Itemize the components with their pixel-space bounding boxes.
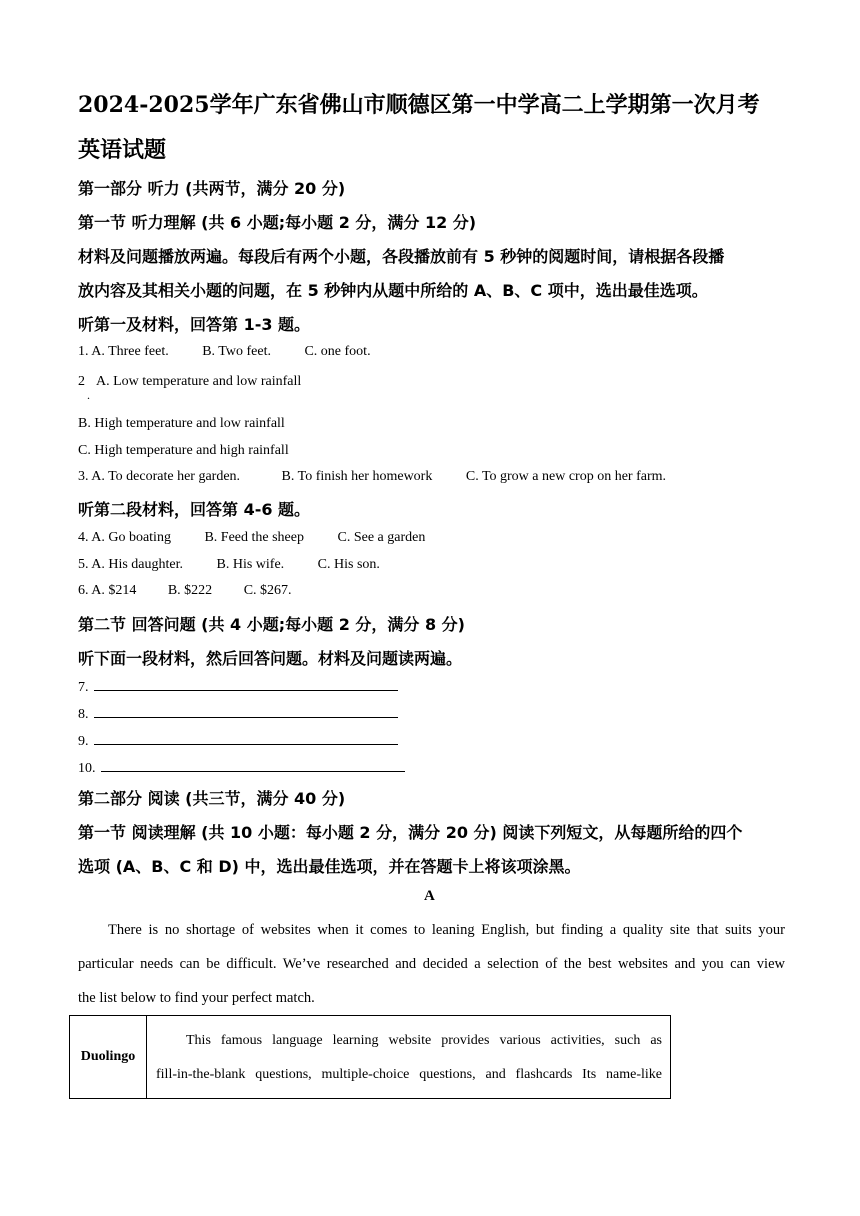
q4-option-a: 4. A. Go boating xyxy=(78,530,171,545)
q2-option-a: A. Low temperature and low rainfall xyxy=(96,374,302,389)
q1-option-b: B. Two feet. xyxy=(202,344,271,359)
part1-instructions-line2: 放内容及其相关小题的问题，在 5 秒钟内从题中所给的 A、B、C 项中，选出最佳选项。 xyxy=(78,281,708,300)
part2-section1-line2: 选项 (A、B、C 和 D) 中，选出最佳选项，并在答题卡上将该项涂黑。 xyxy=(78,857,581,876)
q10-number: 10. xyxy=(78,761,96,776)
question-5 xyxy=(78,557,380,573)
description-line1: This famous language learning website provides various activities, such as xyxy=(186,1033,662,1048)
website-name-cell: Duolingo xyxy=(70,1016,147,1099)
q2-option-c: C. High temperature and high rainfall xyxy=(78,443,289,458)
passage-line1-text: There is no shortage of websites when it comes to leaning English, but finding a quality site that suits your xyxy=(108,922,785,938)
q2-number-dot: . xyxy=(87,388,90,402)
passage-line2 xyxy=(78,956,785,973)
q9-number: 9. xyxy=(78,734,89,749)
part1-heading: 第一部分 听力 (共两节，满分 20 分) xyxy=(78,179,346,198)
part2-section1-line1: 第一节 阅读理解 (共 10 小题：每小题 2 分，满分 20 分) 阅读下列短文，从每题所给的四个 xyxy=(78,823,743,842)
material1-heading: 听第一及材料，回答第 1-3 题。 xyxy=(78,315,311,334)
question-1 xyxy=(78,344,371,360)
q6-option-c: C. $267. xyxy=(243,583,292,598)
q5-option-c: C. His son. xyxy=(317,557,380,572)
q3-option-c: C. To grow a new crop on her farm. xyxy=(465,469,667,484)
q10-answer-blank[interactable] xyxy=(101,759,405,772)
question-6 xyxy=(78,583,292,599)
description-line2: fill-in-the-blank questions, multiple-choice questions, and flashcards Its name-like xyxy=(156,1067,662,1082)
q2-number: 2 xyxy=(78,374,85,389)
part2-heading: 第二部分 阅读 (共三节，满分 40 分) xyxy=(78,789,346,808)
question-3 xyxy=(78,469,666,485)
q6-option-b: B. $222 xyxy=(167,583,213,598)
q8-number: 8. xyxy=(78,707,89,722)
question-4 xyxy=(78,530,425,546)
q4-option-b: B. Feed the sheep xyxy=(204,530,304,545)
websites-table xyxy=(69,1015,671,1099)
passage-line2-text: particular needs can be difficult. We’ve researched and decided a selection of the best websites and you can view xyxy=(78,956,785,972)
q7-answer-blank[interactable] xyxy=(94,678,398,691)
part1-section2-heading: 第二节 回答问题 (共 4 小题;每小题 2 分，满分 8 分) xyxy=(78,615,465,634)
q2-option-b: B. High temperature and low rainfall xyxy=(78,416,285,431)
q3-option-b: B. To finish her homework xyxy=(281,469,433,484)
question-10 xyxy=(78,759,405,777)
q1-option-a: 1. A. Three feet. xyxy=(78,344,169,359)
q9-answer-blank[interactable] xyxy=(94,732,398,745)
material2-heading: 听第二段材料，回答第 4-6 题。 xyxy=(78,500,311,519)
q1-option-c: C. one foot. xyxy=(304,344,371,359)
website-description-cell xyxy=(147,1016,671,1099)
q3-option-a: 3. A. To decorate her garden. xyxy=(78,469,241,484)
question-8 xyxy=(78,705,398,723)
passage-line1 xyxy=(108,922,785,939)
table-row xyxy=(70,1016,671,1099)
passage-line3: the list below to find your perfect match. xyxy=(78,990,315,1006)
exam-title-line2: 英语试题 xyxy=(78,137,167,163)
part1-instructions-line1: 材料及问题播放两遍。每段后有两个小题，各段播放前有 5 秒钟的阅题时间，请根据各段播 xyxy=(78,247,725,266)
q5-option-a: 5. A. His daughter. xyxy=(78,557,183,572)
passage-letter: A xyxy=(424,888,435,904)
q8-answer-blank[interactable] xyxy=(94,705,398,718)
q4-option-c: C. See a garden xyxy=(337,530,426,545)
part1-section1-heading: 第一节 听力理解 (共 6 小题;每小题 2 分，满分 12 分) xyxy=(78,213,477,232)
q6-option-a: 6. A. $214 xyxy=(78,583,137,598)
q7-number: 7. xyxy=(78,680,89,695)
exam-title-line1: 2024-2025学年广东省佛山市顺德区第一中学高二上学期第一次月考 xyxy=(78,92,760,118)
part1-section2-instructions: 听下面一段材料，然后回答问题。材料及问题读两遍。 xyxy=(78,649,463,668)
question-7 xyxy=(78,678,398,696)
q5-option-b: B. His wife. xyxy=(216,557,285,572)
question-9 xyxy=(78,732,398,750)
